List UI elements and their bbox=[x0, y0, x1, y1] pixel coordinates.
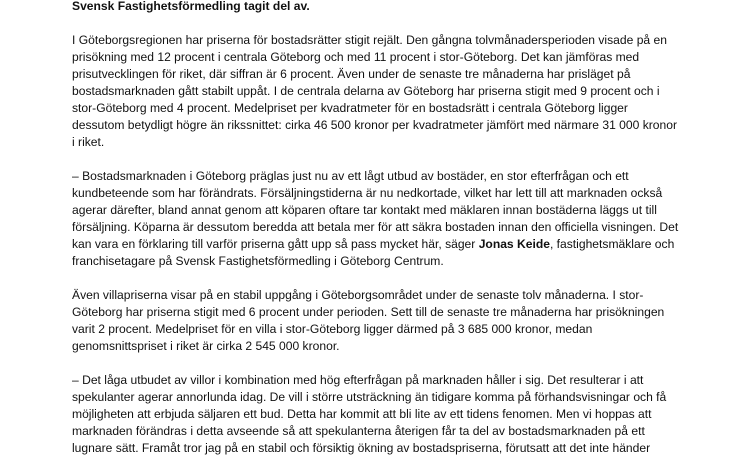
text-line: prisökning med 12 procent i centrala Göteborg och med 11 procent i stor-Göteborg. Det kan jämföras med bbox=[72, 50, 640, 64]
text-line: bostadsmarknaden gått stabilt uppåt. I de centrala delarna av Göteborg har priserna stigit med 9 procent och i bbox=[72, 84, 660, 98]
paragraph-4 bbox=[72, 372, 682, 457]
paragraph-gap bbox=[72, 270, 682, 287]
paragraph-gap bbox=[72, 151, 682, 168]
text-line-part: kan vara en förklaring till varför priserna gått upp så pass mycket här, säger bbox=[72, 237, 476, 251]
text-line: lugnare sätt. Framåt tror jag på en stabil och försiktig ökning av bostadspriserna, förutsatt att det inte händer bbox=[72, 441, 651, 455]
text-line: agerar därefter, bland annat genom att köparen oftare tar kontakt med mäklaren innan bostäderna läggs ut till bbox=[72, 203, 657, 217]
text-line: – Det låga utbudet av villor i kombination med hög efterfrågan på marknaden håller i sig. Det resulterar i att bbox=[72, 373, 644, 387]
text-line: Även villapriserna visar på en stabil uppgång i Göteborgsområdet under de senaste tolv månaderna. I stor- bbox=[72, 288, 644, 302]
text-line: spekulanter agerar annorlunda idag. De vill i större utsträckning än tidigare komma på förhandsvisningar och få bbox=[72, 390, 667, 404]
text-line: stor-Göteborg med 4 procent. Medelpriset per kvadratmeter för en bostadsrätt i centrala Göteborg ligger bbox=[72, 101, 628, 115]
document-page bbox=[72, 0, 682, 457]
text-line: prisutvecklingen för riket, där siffran är 6 procent. Även under de senaste tre månaderna har prisläget på bbox=[72, 67, 631, 81]
paragraph-gap bbox=[72, 355, 682, 372]
text-line: varit 2 procent. Medelpriset för en villa i stor-Göteborg ligger därmed på 3 685 000 kronor, medan bbox=[72, 322, 593, 336]
text-line: franchisetagare på Svensk Fastighetsförmedling i Göteborg Centrum. bbox=[72, 254, 444, 268]
text-line: I Göteborgsregionen har priserna för bostadsrätter stigit rejält. Den gångna tolvmånadersperioden visade på en bbox=[72, 33, 667, 47]
text-line bbox=[72, 236, 682, 253]
intro-line: Svensk Fastighetsförmedling tagit del av. bbox=[72, 0, 310, 13]
text-line: i riket. bbox=[72, 135, 105, 149]
paragraph-3 bbox=[72, 287, 682, 355]
text-line: Göteborg har priserna stigit med 6 procent under perioden. Sett till de senaste tre månaderna har prisökningen bbox=[72, 305, 665, 319]
paragraph-2 bbox=[72, 168, 682, 270]
speaker-suffix: , fastighetsmäklare och bbox=[549, 237, 675, 251]
text-line: marknaden förändras i detta avseende så att spekulanterna återigen får ta del av bostadsmarknaden på ett bbox=[72, 424, 645, 438]
text-line: försäljning. Köparna är dessutom beredda att betala mer för att säkra bostaden innan den officiella visningen. Det bbox=[72, 220, 679, 234]
text-line: – Bostadsmarknaden i Göteborg präglas just nu av ett lågt utbud av bostäder, en stor efterfrågan och ett bbox=[72, 169, 629, 183]
text-line: dessutom betydligt högre än rikssnittet: cirka 46 500 kronor per kvadratmeter jämfört med närmare 31 000 kronor bbox=[72, 118, 677, 132]
text-line: genomsnittspriset i riket är cirka 2 545 000 kronor. bbox=[72, 339, 340, 353]
paragraph-1 bbox=[72, 32, 682, 151]
paragraph-gap bbox=[72, 15, 682, 32]
text-line: möjligheten att erbjuda säljaren ett bud. Detta har kommit att bli lite av ett tidens fenomen. Men vi hoppas att bbox=[72, 407, 652, 421]
text-line: kundbeteende som har förändrats. Försäljningstiderna är nu nedkortade, vilket har lett till att marknaden också bbox=[72, 186, 663, 200]
speaker-name: Jonas Keide bbox=[478, 237, 550, 251]
